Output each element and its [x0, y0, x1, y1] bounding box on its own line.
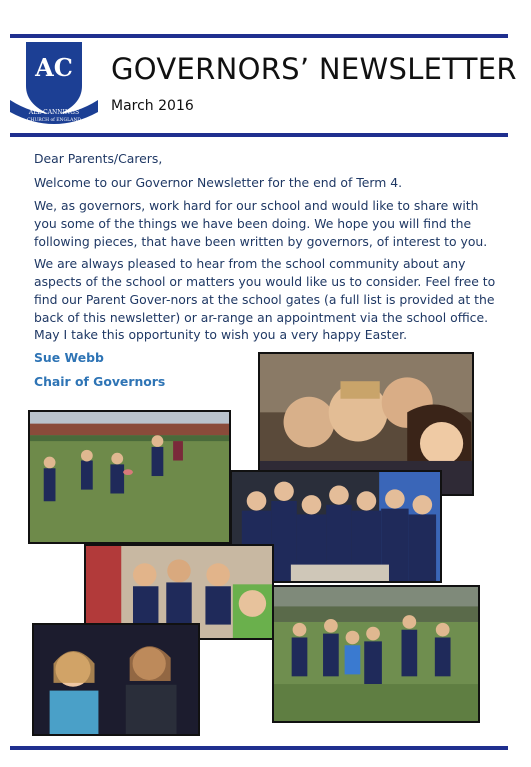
- signature-name: Sue Webb: [34, 350, 104, 365]
- newsletter-title: GOVERNORS’ NEWSLETTER: [111, 52, 517, 86]
- intro-paragraph: We, as governors, work hard for our school and would like to share with you some of the things we have been doing. We hope you will find the following pieces, that have been written by governors, of interest to you.: [34, 198, 488, 249]
- welcome-line: Welcome to our Governor Newsletter for the end of Term 4.: [34, 175, 403, 190]
- header-top-rule: [10, 34, 508, 38]
- footer-rule: [10, 746, 508, 750]
- school-crest-logo: [8, 40, 100, 126]
- newsletter-date: March 2016: [111, 98, 194, 114]
- svg-text:AC: AC: [35, 53, 73, 82]
- photo-hockey-game: [272, 585, 480, 723]
- photo-girls-performing: [32, 623, 200, 736]
- header-bottom-rule: [10, 133, 508, 137]
- photo-tag-rugby: [28, 410, 231, 544]
- signature-role: Chair of Governors: [34, 374, 166, 389]
- greeting: Dear Parents/Carers,: [34, 151, 163, 166]
- easter-wish: May I take this opportunity to wish you a very happy Easter.: [34, 327, 408, 342]
- svg-text:ALL CANNINGS: ALL CANNINGS: [28, 109, 80, 116]
- svg-text:CHURCH of ENGLAND: CHURCH of ENGLAND: [27, 118, 81, 123]
- contact-paragraph: We are always pleased to hear from the school community about any aspects of the school or matters you would like us to consider. Feel free to find our Parent Gover-nors at the school gates (a full list is provided at the back of this newsletter) or ar-range an appointment via the school office.: [34, 256, 496, 325]
